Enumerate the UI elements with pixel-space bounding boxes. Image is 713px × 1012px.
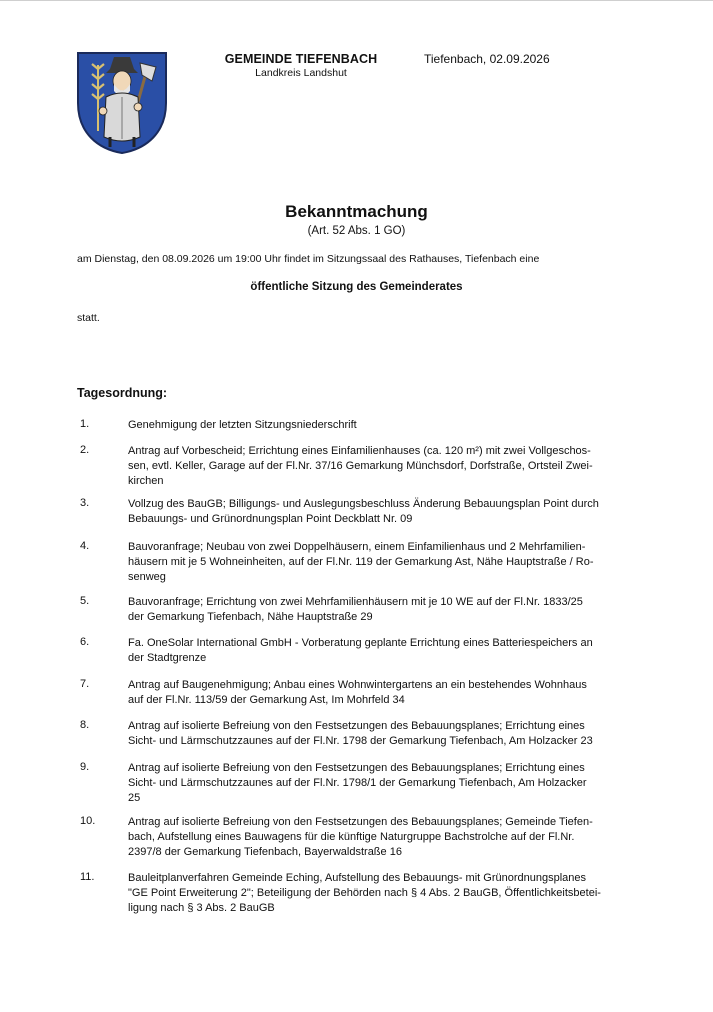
agenda-item-number: 9. [80,761,90,773]
agenda-item-number: 2. [80,444,90,456]
district-name: Landkreis Landshut [255,67,347,79]
agenda-item-number: 6. [80,636,90,648]
session-type: öffentliche Sitzung des Gemeinderates [250,281,463,293]
top-border-line [0,0,713,1]
municipality-header [180,52,422,79]
agenda-item-line: "GE Point Erweiterung 2"; Beteiligung der Behörden nach § 4 Abs. 2 BauGB, Öffentlichkeitsbetei- [128,887,601,899]
agenda-item-text [128,540,658,585]
agenda-item-line: bach, Aufstellung eines Bauwagens für die künftige Naturgruppe Bachstrolche auf der Fl.Nr. [128,831,575,843]
agenda-item-line: Sicht- und Lärmschutzzaunes auf der Fl.Nr. 1798 der Gemarkung Tiefenbach, Am Holzacker 23 [128,735,593,747]
agenda-item-number: 5. [80,595,90,607]
agenda-item-line: sen, evtl. Keller, Garage auf der Fl.Nr. 37/16 Gemarkung Münchsdorf, Dorfstraße, Ortsteil Zwei- [128,460,593,472]
closing-word: statt. [77,312,100,324]
municipality-name: GEMEINDE TIEFENBACH [224,52,378,66]
agenda-item-line: Bauleitplanverfahren Gemeinde Eching, Aufstellung des Bebauungs- mit Grünordnungsplanes [128,872,587,884]
agenda-item-line: Bauvoranfrage; Errichtung von zwei Mehrfamilienhäusern mit je 10 WE auf der Fl.Nr. 1833/25 [128,596,583,608]
agenda-item-line: Antrag auf Baugenehmigung; Anbau eines Wohnwintergartens an ein bestehendes Wohnhaus [128,679,587,691]
notice-legal-basis: (Art. 52 Abs. 1 GO) [307,225,406,237]
agenda-item-line: auf der Fl.Nr. 113/59 der Gemarkung Ast, Im Mohrfeld 34 [128,694,405,706]
agenda-item-line: Antrag auf isolierte Befreiung von den Festsetzungen des Bebauungsplanes; Gemeinde Tiefen- [128,816,593,828]
agenda-item-line: Antrag auf isolierte Befreiung von den Festsetzungen des Bebauungsplanes; Errichtung eines [128,720,585,732]
agenda-item-line: ligung nach § 3 Abs. 2 BauGB [128,902,275,914]
agenda-item-text [128,497,658,527]
agenda-item-line: Sicht- und Lärmschutzzaunes auf der Fl.Nr. 1798/1 der Gemarkung Tiefenbach, Am Holzacker [128,777,587,789]
agenda-item-line: 2397/8 der Gemarkung Tiefenbach, Bayerwaldstraße 16 [128,846,402,858]
agenda-heading: Tagesordnung: [77,386,168,400]
agenda-item-line: der Gemarkung Tiefenbach, Nähe Hauptstraße 29 [128,611,373,623]
agenda-item-line: Vollzug des BauGB; Billigungs- und Auslegungsbeschluss Änderung Bebauungsplan Point durch [128,498,599,510]
agenda-item-line: Antrag auf Vorbescheid; Errichtung eines Einfamilienhauses (ca. 120 m²) mit zwei Vollgeschos- [128,445,591,457]
agenda-item-line: häusern mit je 5 Wohneinheiten, auf der Fl.Nr. 119 der Gemarkung Ast, Nähe Hauptstraße / Ro- [128,556,594,568]
agenda-item-text [128,815,658,860]
agenda-item-number: 3. [80,497,90,509]
agenda-item-line: Antrag auf isolierte Befreiung von den Festsetzungen des Bebauungsplanes; Errichtung eines [128,762,585,774]
intro-sentence: am Dienstag, den 08.09.2026 um 19:00 Uhr findet im Sitzungssaal des Rathauses, Tiefenbach eine [77,253,540,265]
agenda-item-text [128,678,658,708]
agenda-item-line: Bebauungs- und Grünordnungsplan Point Deckblatt Nr. 09 [128,513,413,525]
agenda-item-line: der Stadtgrenze [128,652,207,664]
agenda-item-line: 25 [128,792,141,804]
notice-title: Bekanntmachung [285,202,428,221]
agenda-item-line: senweg [128,571,166,583]
place-and-date: Tiefenbach, 02.09.2026 [424,52,550,66]
agenda-item-text [128,595,658,625]
agenda-item-number: 7. [80,678,90,690]
agenda-item-text [128,719,658,749]
municipal-coat-of-arms-icon [76,51,168,155]
agenda-item-text [128,418,658,433]
agenda-item-line: Genehmigung der letzten Sitzungsniederschrift [128,419,357,431]
agenda-item-text [128,761,658,806]
agenda-item-text [128,444,658,489]
agenda-item-number: 1. [80,418,90,430]
agenda-item-line: Bauvoranfrage; Neubau von zwei Doppelhäusern, einem Einfamilienhaus und 2 Mehrfamilien- [128,541,586,553]
agenda-item-text [128,871,658,916]
agenda-item-number: 10. [80,815,96,827]
agenda-item-line: Fa. OneSolar International GmbH - Vorberatung geplante Errichtung eines Batteriespeichers an [128,637,593,649]
agenda-item-text [128,636,658,666]
agenda-item-number: 8. [80,719,90,731]
agenda-item-number: 11. [80,871,95,883]
agenda-item-number: 4. [80,540,90,552]
agenda-item-line: kirchen [128,475,164,487]
